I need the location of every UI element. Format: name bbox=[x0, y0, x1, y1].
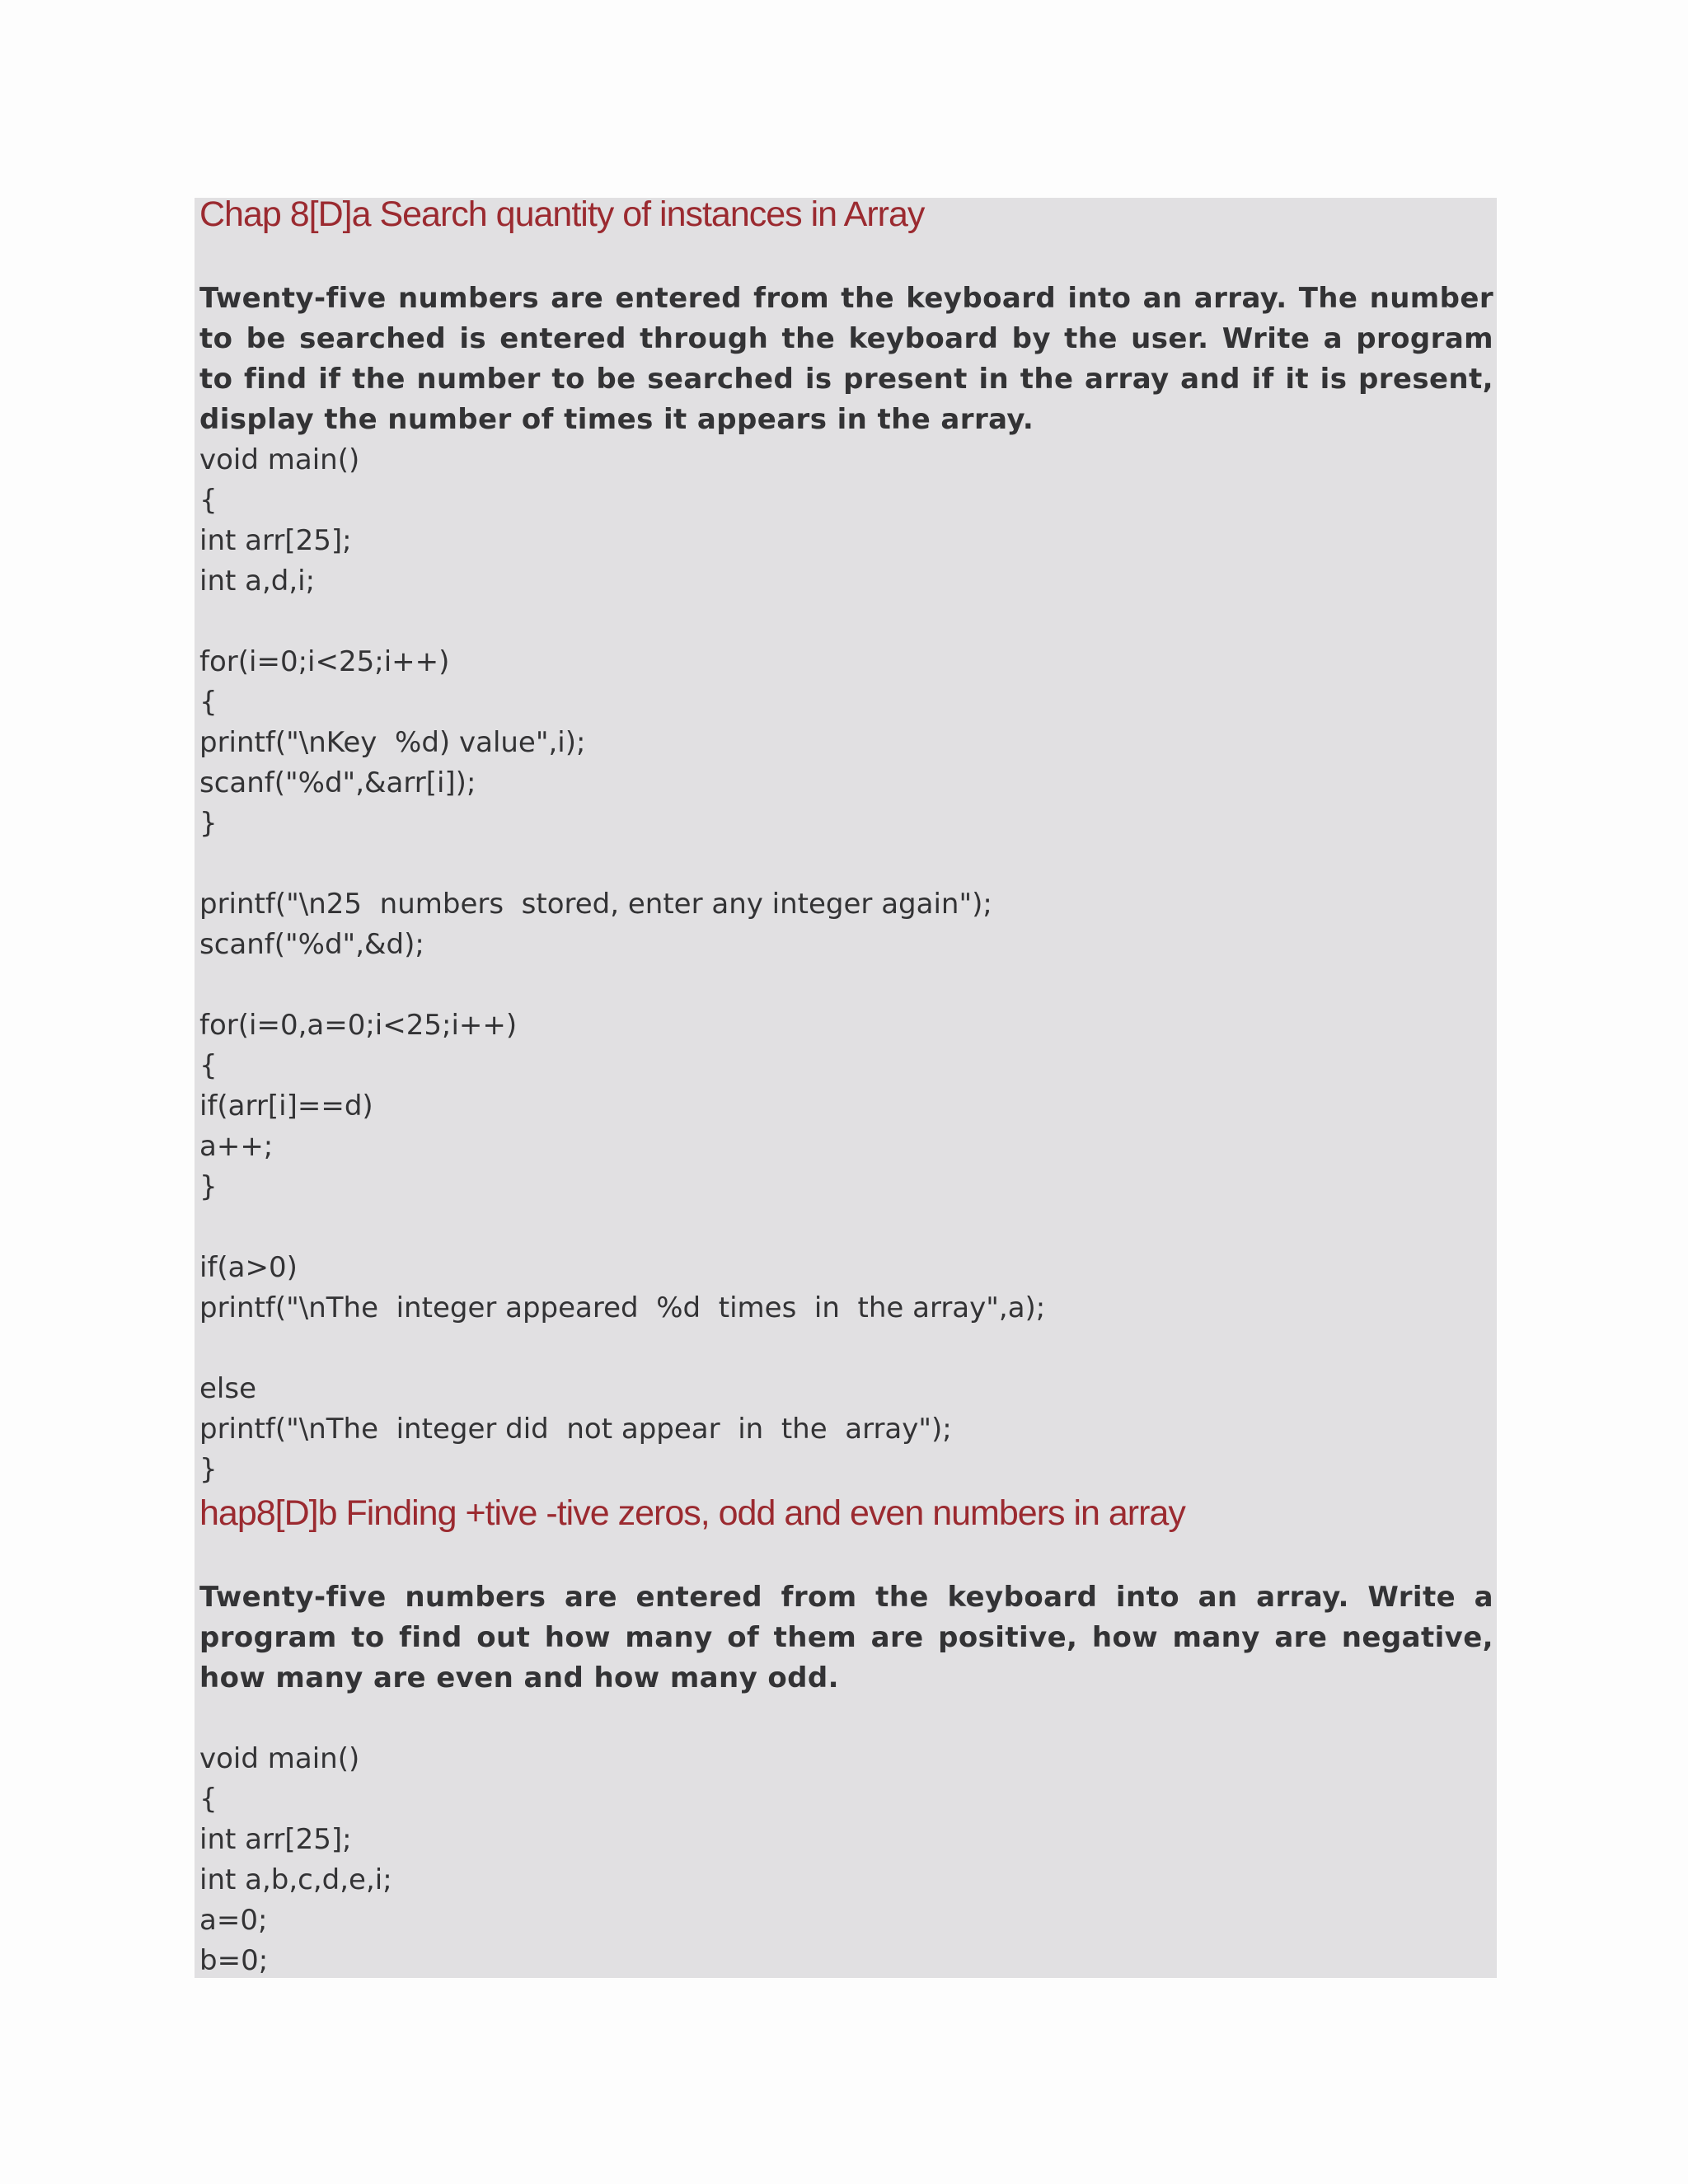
code-line: printf("\nThe integer did not appear in the array"); bbox=[199, 1413, 952, 1446]
code-line: a=0; bbox=[199, 1904, 268, 1937]
code-line-blank bbox=[199, 844, 1493, 884]
code-line: a++; bbox=[199, 1130, 274, 1163]
code-line-blank bbox=[199, 1699, 1493, 1739]
section-count-signs bbox=[199, 1490, 1493, 1981]
code-line: int arr[25]; bbox=[199, 1823, 352, 1856]
document-text-column bbox=[199, 191, 1493, 1981]
code-line: void main() bbox=[199, 1742, 360, 1775]
code-line: else bbox=[199, 1372, 256, 1405]
code-line-blank bbox=[199, 965, 1493, 1005]
section-title: hap8[D]b Finding +tive -tive zeros, odd and even numbers in array bbox=[199, 1493, 1185, 1533]
code-line: if(arr[i]==d) bbox=[199, 1090, 373, 1122]
code-line: b=0; bbox=[199, 1944, 269, 1977]
code-line: for(i=0;i<25;i++) bbox=[199, 645, 450, 678]
problem-statement: Twenty-five numbers are entered from the keyboard into an array. The number to be searched is entered through the keyboard by the user. Write a program to find if the number to be searched is present in the array and if it is present, display the number of times it appears in the array. bbox=[199, 282, 1493, 436]
code-line: { bbox=[199, 1049, 218, 1082]
code-line: } bbox=[199, 807, 218, 840]
code-listing bbox=[199, 1699, 1493, 1981]
code-line: } bbox=[199, 1170, 218, 1203]
code-line: if(a>0) bbox=[199, 1251, 298, 1284]
code-line: { bbox=[199, 484, 218, 517]
code-line: scanf("%d",&d); bbox=[199, 928, 424, 961]
code-line-blank bbox=[199, 1329, 1493, 1369]
code-line: printf("\nKey %d) value",i); bbox=[199, 726, 586, 759]
section-title: Chap 8[D]a Search quantity of instances in Array bbox=[199, 194, 925, 234]
code-line: void main() bbox=[199, 443, 360, 476]
code-line: scanf("%d",&arr[i]); bbox=[199, 766, 476, 799]
code-line: int arr[25]; bbox=[199, 524, 352, 557]
code-listing bbox=[199, 440, 1493, 1490]
code-line: printf("\n25 numbers stored, enter any integer again"); bbox=[199, 888, 992, 921]
section-search-instances bbox=[199, 191, 1493, 1490]
code-line: int a,b,c,d,e,i; bbox=[199, 1863, 392, 1896]
code-line-blank bbox=[199, 1207, 1493, 1248]
problem-statement: Twenty-five numbers are entered from the keyboard into an array. Write a program to find out how many of them are positive, how many are negative, how many are even and how many odd. bbox=[199, 1581, 1493, 1694]
code-line: printf("\nThe integer appeared %d times in the array",a); bbox=[199, 1291, 1046, 1324]
code-line: { bbox=[199, 1783, 218, 1816]
code-line: } bbox=[199, 1453, 218, 1486]
code-line: for(i=0,a=0;i<25;i++) bbox=[199, 1009, 518, 1042]
code-line-blank bbox=[199, 602, 1493, 642]
code-line: { bbox=[199, 686, 218, 719]
code-line: int a,d,i; bbox=[199, 565, 316, 598]
